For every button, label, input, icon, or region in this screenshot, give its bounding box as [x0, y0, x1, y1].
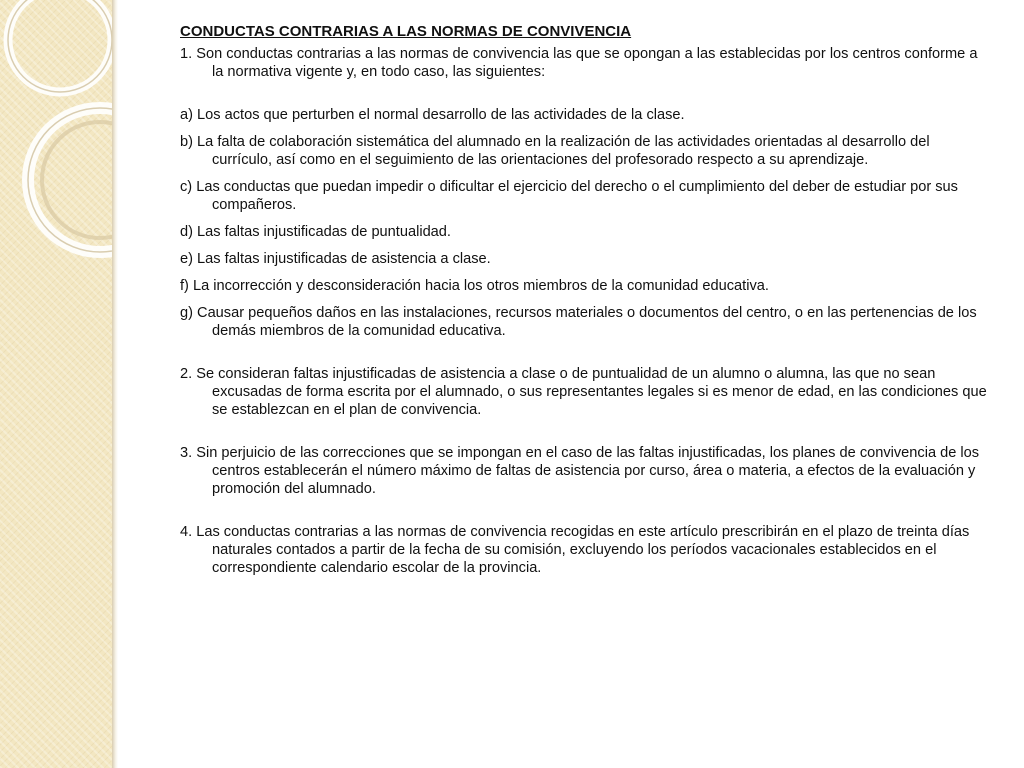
paragraph-1: 1. Son conductas contrarias a las normas de convivencia las que se opongan a las establecidas por los centros conforme a la normativa vigente y, en todo caso, las siguientes: — [180, 46, 978, 80]
item-a: a) Los actos que perturben el normal desarrollo de las actividades de la clase. — [180, 107, 685, 123]
paragraph-2: 2. Se consideran faltas injustificadas de asistencia a clase o de puntualidad de un alumno o alumna, las que no sean excusadas de forma escrita por el alumnado, o sus representantes legales si es menor de edad, en las condiciones que se establezcan en el plan de convivencia. — [180, 366, 987, 418]
decorative-side-panel — [0, 0, 112, 768]
decorative-rings — [0, 0, 112, 320]
item-e: e) Las faltas injustificadas de asistencia a clase. — [180, 251, 491, 267]
slide-content — [180, 23, 990, 586]
slide-title: CONDUCTAS CONTRARIAS A LAS NORMAS DE CONVIVENCIA — [180, 23, 632, 40]
item-g: g) Causar pequeños daños en las instalaciones, recursos materiales o documentos del centro, o en las pertenencias de los demás miembros de la comunidad educativa. — [180, 305, 977, 339]
item-b: b) La falta de colaboración sistemática del alumnado en la realización de las actividades orientadas al desarrollo del currículo, así como en el seguimiento de las orientaciones del profesorado respecto a su aprendizaje. — [180, 134, 930, 168]
item-d: d) Las faltas injustificadas de puntualidad. — [180, 224, 451, 240]
item-f: f) La incorrección y desconsideración hacia los otros miembros de la comunidad educativa. — [180, 278, 769, 294]
item-c: c) Las conductas que puedan impedir o dificultar el ejercicio del derecho o el cumplimiento del deber de estudiar por sus compañeros. — [180, 179, 958, 213]
side-panel-edge — [112, 0, 118, 768]
paragraph-4: 4. Las conductas contrarias a las normas de convivencia recogidas en este artículo prescribirán en el plazo de treinta días naturales contados a partir de la fecha de su comisión, excluyendo los períodos vacacionales establecidos en el correspondiente calendario escolar de la provincia. — [180, 524, 970, 576]
paragraph-3: 3. Sin perjuicio de las correcciones que se impongan en el caso de las faltas injustificadas, los planes de convivencia de los centros establecerán el número máximo de faltas de asistencia por curso, área o materia, a efectos de la evaluación y promoción del alumnado. — [180, 445, 980, 497]
